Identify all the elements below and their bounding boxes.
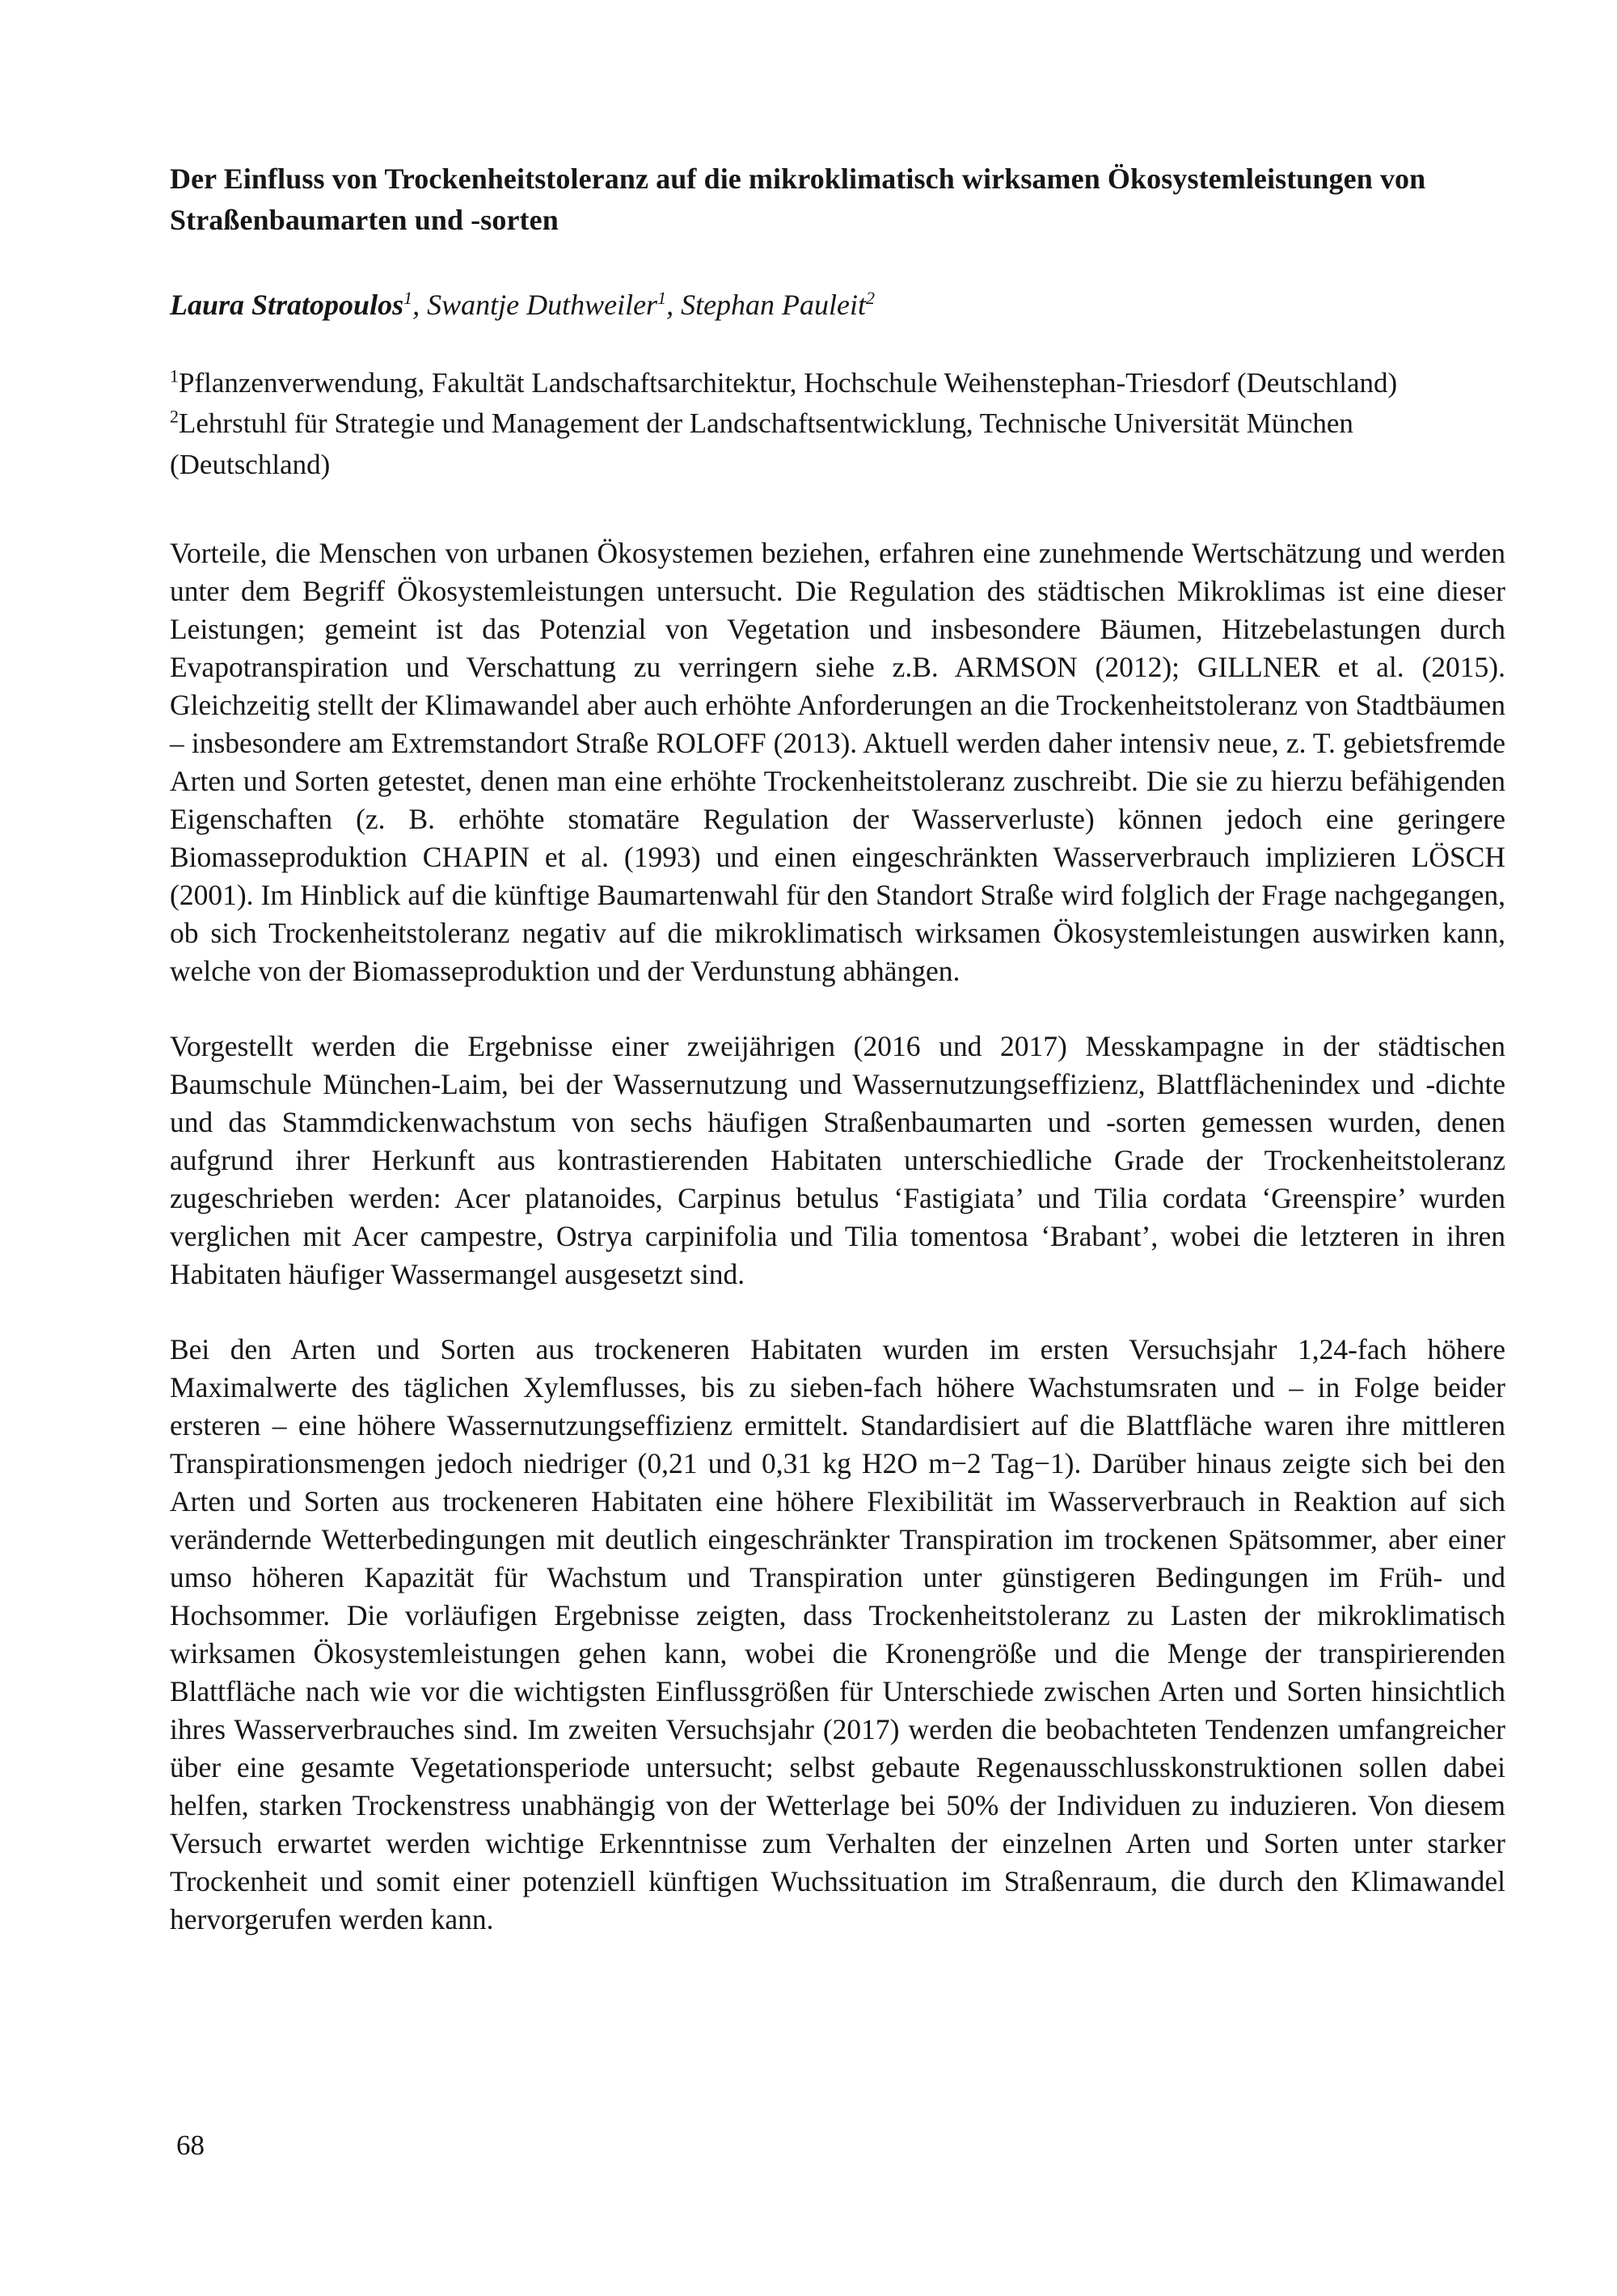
paragraph: Vorteile, die Menschen von urbanen Ökosystemen beziehen, erfahren eine zunehmende Wertschätzung und werden unter dem Begriff Ökosystemleistungen untersucht. Die Regulation des städtischen Mikroklimas ist eine dieser Leistungen; gemeint ist das Potenzial von Vegetation und insbesondere Bäumen, Hitzebelastungen durch Evapotranspiration und Verschattung zu verringern siehe z.B. ARMSON (2012); GILLNER et al. (2015). Gleichzeitig stellt der Klimawandel aber auch erhöhte Anforderungen an die Trockenheitstoleranz von Stadtbäumen – insbesondere am Extremstandort Straße ROLOFF (2013). Aktuell werden daher intensiv neue, z. T. gebietsfremde Arten und Sorten getestet, denen man eine erhöhte Trockenheitstoleranz zuschreibt. Die sie zu hierzu befähigenden Eigenschaften (z. B. erhöhte stomatäre Regulation der Wasserverluste) können jedoch eine geringere Biomasseproduktion CHAPIN et al. (1993) und einen eingeschränkten Wasserverbrauch implizieren LÖSCH (2001). Im Hinblick auf die künftige Baumartenwahl für den Standort Straße wird folglich der Frage nachgegangen, ob sich Trockenheitstoleranz negativ auf die mikroklimatisch wirksamen Ökosystemleistungen auswirken kann, welche von der Biomasseproduktion und der Verdunstung abhängen. <box>170 536 1505 987</box>
page-number: 68 <box>176 2129 205 2161</box>
affiliation <box>170 403 1505 486</box>
affiliation-marker: 2 <box>170 406 179 427</box>
affiliation-text: Pflanzenverwendung, Fakultät Landschaftsarchitektur, Hochschule Weihenstephan-Triesdorf (Deutschland) <box>179 366 1398 399</box>
affiliation-marker: 1 <box>170 365 179 386</box>
author-name: Stephan Pauleit <box>681 289 867 322</box>
abstract-body <box>170 534 1505 1939</box>
author-affiliation-marker: 1 <box>403 288 413 309</box>
affiliations <box>170 363 1505 486</box>
article <box>170 158 1505 1976</box>
author-line: Laura Stratopoulos$^1$, Swantje Duthweiler$^1$, Stephan Pauleit$^2$ <box>170 288 876 322</box>
affiliation-text: Lehrstuhl für Strategie und Management der Landschaftsentwicklung, Technische Universität München (Deutschland) <box>170 407 1353 481</box>
author-affiliation-marker: 2 <box>866 288 876 309</box>
article-title: Der Einfluss von Trockenheitstoleranz auf die mikroklimatisch wirksamen Ökosystemleistungen von Straßenbaumarten und -sorten <box>170 162 1426 237</box>
author-affiliation-marker: 1 <box>657 288 667 309</box>
author-name: Laura Stratopoulos <box>170 289 404 322</box>
affiliation <box>170 363 1505 404</box>
author-name: Swantje Duthweiler <box>427 289 658 322</box>
paragraph: Bei den Arten und Sorten aus trockeneren Habitaten wurden im ersten Versuchsjahr 1,24-fach höhere Maximalwerte des täglichen Xylemflusses, bis zu sieben-fach höhere Wachstumsraten und – in Folge beider ersteren – eine höhere Wassernutzungseffizienz ermittelt. Standardisiert auf die Blattfläche waren ihre mittleren Transpirationsmengen jedoch niedriger (0,21 und 0,31 kg H2O m−2 Tag−1). Darüber hinaus zeigte sich bei den Arten und Sorten aus trockeneren Habitaten eine höhere Flexibilität im Wasserverbrauch in Reaktion auf sich verändernde Wetterbedingungen mit deutlich eingeschränkter Transpiration im trockenen Spätsommer, aber einer umso höheren Kapazität für Wachstum und Transpiration unter günstigeren Bedingungen im Früh- und Hochsommer. Die vorläufigen Ergebnisse zeigten, dass Trockenheitstoleranz zu Lasten der mikroklimatisch wirksamen Ökosystemleistungen gehen kann, wobei die Kronengröße und die Menge der transpirierenden Blattfläche nach wie vor die wichtigsten Einflussgrößen für Unterschiede zwischen Arten und Sorten hinsichtlich ihres Wasserverbrauches sind. Im zweiten Versuchsjahr (2017) werden die beobachteten Tendenzen umfangreicher über eine gesamte Vegetationsperiode untersucht; selbst gebaute Regenausschlusskonstruktionen sollen dabei helfen, starken Trockenstress unabhängig von der Wetterlage bei 50% der Individuen zu induzieren. Von diesem Versuch erwartet werden wichtige Erkenntnisse zum Verhalten der einzelnen Arten und Sorten unter starker Trockenheit und somit einer potenziell künftigen Wuchssituation im Straßenraum, die durch den Klimawandel hervorgerufen werden kann. <box>170 1332 1505 1935</box>
paragraph: Vorgestellt werden die Ergebnisse einer zweijährigen (2016 und 2017) Messkampagne in der städtischen Baumschule München-Laim, bei der Wassernutzung und Wassernutzungseffizienz, Blattflächenindex und -dichte und das Stammdickenwachstum von sechs häufigen Straßenbaumarten und -sorten gemessen wurden, denen aufgrund ihrer Herkunft aus kontrastierenden Habitaten unterschiedliche Grade der Trockenheitstoleranz zugeschrieben werden: Acer platanoides, Carpinus betulus ‘Fastigiata’ und Tilia cordata ‘Greenspire’ wurden verglichen mit Acer campestre, Ostrya carpinifolia und Tilia tomentosa ‘Brabant’, wobei die letzteren in ihren Habitaten häufiger Wassermangel ausgesetzt sind. <box>170 1029 1505 1290</box>
